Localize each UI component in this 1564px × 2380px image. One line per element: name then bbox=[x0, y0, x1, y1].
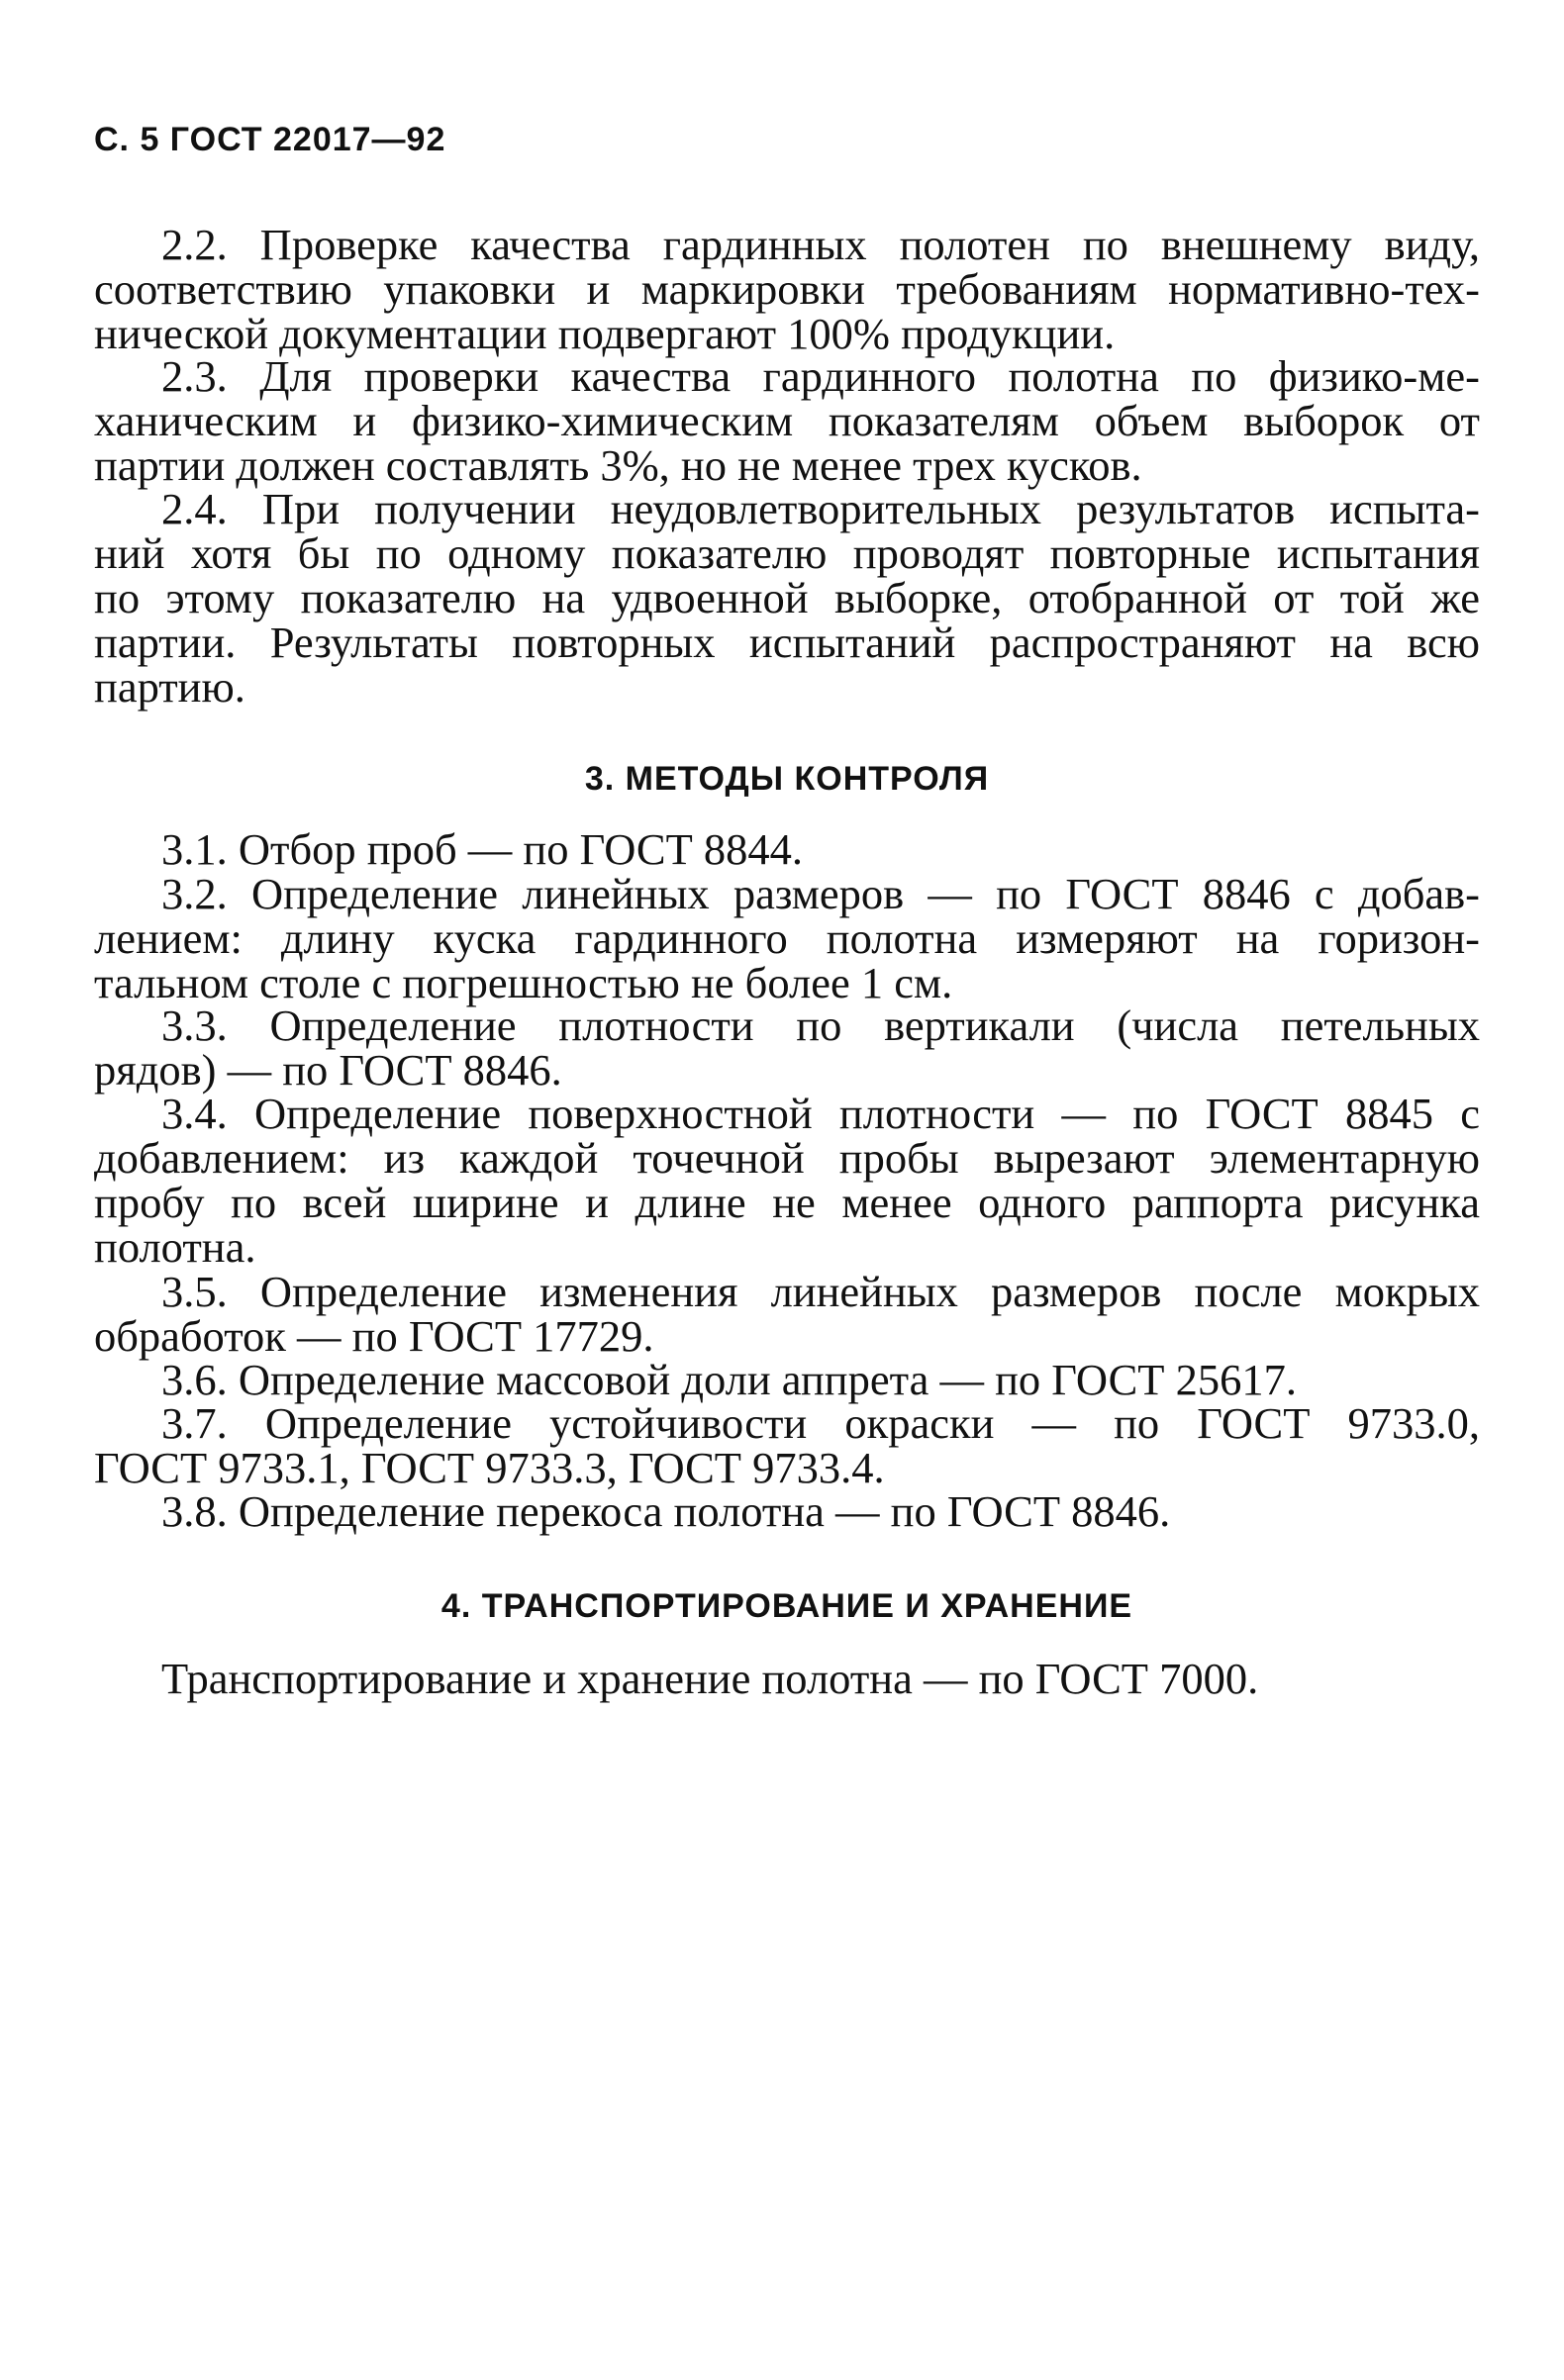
paragraph-line: ний хотя бы по одному показателю проводят повторные испытания bbox=[94, 528, 1480, 578]
paragraph-line: лением: длину куска гардинного полотна измеряют на горизон- bbox=[94, 913, 1480, 963]
paragraph-line: 3.5. Определение изменения линейных размеров после мокрых bbox=[161, 1267, 1480, 1316]
paragraph-3-2 bbox=[94, 869, 1480, 1007]
paragraph-line: 3.4. Определение поверхностной плотности — по ГОСТ 8845 с bbox=[161, 1089, 1480, 1138]
paragraph-3-3 bbox=[94, 1000, 1480, 1095]
paragraph-3-8 bbox=[94, 1486, 1480, 1536]
paragraph-line: соответствию упаковки и маркировки требованиям нормативно-тех- bbox=[94, 264, 1480, 314]
paragraph-3-4 bbox=[94, 1089, 1480, 1272]
paragraph-line: партии. Результаты повторных испытаний распространяют на всю bbox=[94, 618, 1480, 667]
paragraph-2-3 bbox=[94, 351, 1480, 490]
paragraph-4 bbox=[94, 1654, 1480, 1703]
paragraph-line: 2.4. При получении неудовлетворительных результатов испыта- bbox=[161, 484, 1480, 533]
paragraph-line: партию. bbox=[94, 662, 245, 712]
paragraph-line: партии должен составлять 3%, но не менее трех кусков. bbox=[94, 440, 1142, 490]
paragraph-line: Транспортирование и хранение полотна — по ГОСТ 7000. bbox=[161, 1654, 1259, 1703]
paragraph-line: 3.1. Отбор проб — по ГОСТ 8844. bbox=[161, 824, 804, 874]
paragraph-3-5 bbox=[94, 1267, 1480, 1361]
paragraph-3-6 bbox=[94, 1355, 1480, 1404]
paragraph-line: пробу по всей ширине и длине не менее одного раппорта рисунка bbox=[94, 1178, 1480, 1227]
paragraph-2-4 bbox=[94, 484, 1480, 712]
paragraph-line: рядов) — по ГОСТ 8846. bbox=[94, 1045, 562, 1095]
paragraph-line: 3.2. Определение линейных размеров — по ГОСТ 8846 с добав- bbox=[161, 869, 1480, 918]
paragraph-line: по этому показателю на удвоенной выборке, отобранной от той же bbox=[94, 573, 1480, 622]
paragraph-line: 2.3. Для проверки качества гардинного полотна по физико-ме- bbox=[161, 351, 1480, 401]
paragraph-line: полотна. bbox=[94, 1222, 256, 1272]
paragraph-3-7 bbox=[94, 1398, 1480, 1492]
paragraph-line: 3.3. Определение плотности по вертикали (числа петельных bbox=[161, 1000, 1480, 1050]
paragraph-line: тальном столе с погрешностью не более 1 см. bbox=[94, 958, 953, 1007]
paragraph-line: 2.2. Проверке качества гардинных полотен по внешнему виду, bbox=[161, 220, 1480, 269]
paragraph-line: 3.6. Определение массовой доли аппрета — по ГОСТ 25617. bbox=[161, 1355, 1297, 1404]
paragraph-3-1 bbox=[94, 824, 1480, 874]
paragraph-line: 3.8. Определение перекоса полотна — по ГОСТ 8846. bbox=[161, 1486, 1171, 1536]
paragraph-2-2 bbox=[94, 220, 1480, 358]
paragraph-line: добавлением: из каждой точечной пробы вырезают элементарную bbox=[94, 1133, 1480, 1183]
paragraph-line: ГОСТ 9733.1, ГОСТ 9733.3, ГОСТ 9733.4. bbox=[94, 1443, 885, 1492]
section-title-3: 3. МЕТОДЫ КОНТРОЛЯ bbox=[584, 760, 990, 798]
paragraph-line: обработок — по ГОСТ 17729. bbox=[94, 1311, 654, 1361]
paragraph-line: нической документации подвергают 100% продукции. bbox=[94, 309, 1116, 358]
section-title-4: 4. ТРАНСПОРТИРОВАНИЕ И ХРАНЕНИЕ bbox=[440, 1587, 1133, 1625]
paragraph-line: 3.7. Определение устойчивости окраски — по ГОСТ 9733.0, bbox=[161, 1398, 1480, 1448]
page-header: С. 5 ГОСТ 22017—92 bbox=[94, 121, 446, 158]
paragraph-line: ханическим и физико-химическим показателям объем выборок от bbox=[94, 396, 1480, 445]
